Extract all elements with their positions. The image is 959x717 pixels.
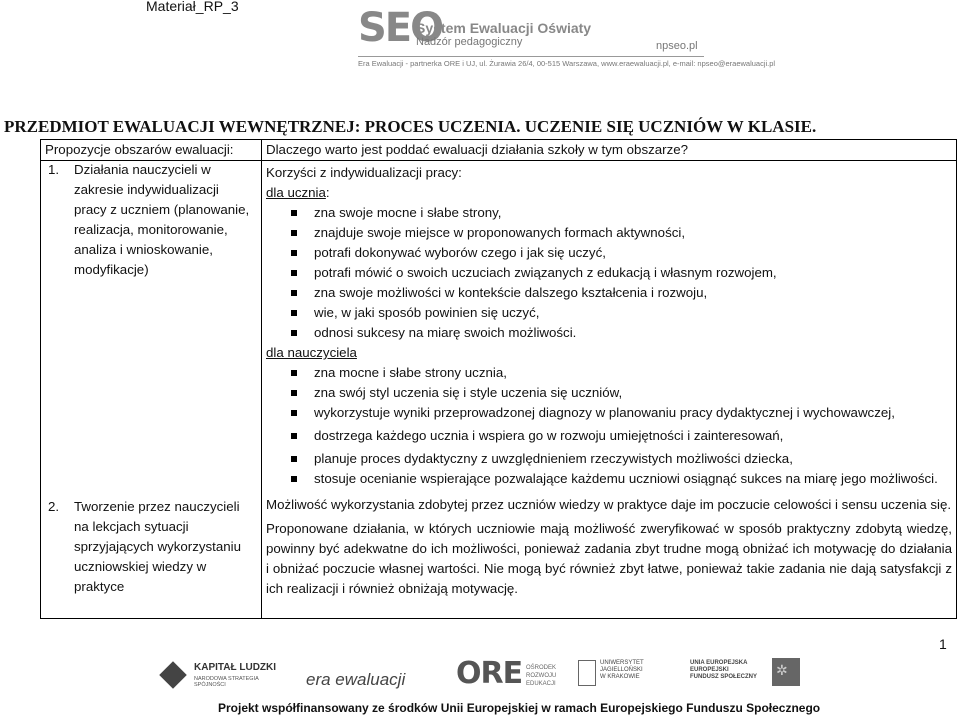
area-item-line: pracy z uczniem (planowanie, [74,202,250,217]
student-label-colon: : [325,185,330,200]
eu-logo-line: FUNDUSZ SPOŁECZNY [690,674,758,680]
square-bullet-icon [291,476,297,482]
era-ewaluacji-logo: era ewaluacji [306,670,406,689]
square-bullet-icon [291,230,297,236]
header-left-cell: Propozycje obszarów ewaluacji: [41,140,262,161]
kapital-ludzki-mark-icon [159,661,187,689]
list-item-text: potrafi mówić o swoich uczuciach związanych z edukacją i własnym rozwojem, [314,265,777,280]
student-benefits-list [266,203,952,343]
kapital-ludzki-subtitle: NARODOWA STRATEGIA SPÓJNOŚCI [194,676,259,688]
square-bullet-icon [291,250,297,256]
page-title: PRZEDMIOT EWALUACJI WEWNĘTRZNEJ: PROCES UCZENIA. UCZENIE SIĘ UCZNIÓW W KLASIE. [4,117,817,136]
student-label: dla ucznia [266,185,326,200]
list-item [266,363,952,383]
area-item-line: analiza i wnioskowanie, [74,242,213,257]
eu-logo [690,658,802,688]
list-item-text: zna swoje możliwości w kontekście dalszego kształcenia i rozwoju, [314,285,708,300]
square-bullet-icon [291,390,297,396]
list-item [266,203,952,223]
area-item-number: 2. [48,499,60,514]
area-item-line: zakresie indywidualizacji [74,182,219,197]
list-item [266,383,952,403]
table-body-row [41,161,957,619]
eu-logo-line: EUROPEJSKI [690,667,729,673]
list-item [266,469,952,489]
list-item [266,303,952,323]
area-item-text [74,497,254,597]
areas-cell [41,161,262,619]
list-item [266,223,952,243]
square-bullet-icon [291,456,297,462]
seo-logo-url: npseo.pl [656,40,698,52]
list-item-text: odnosi sukcesy na miarę swoich możliwości. [314,325,577,340]
list-item [266,449,952,469]
eu-logo-text [690,660,757,681]
list-item [266,323,952,343]
ore-logo-subtitle [526,664,556,688]
square-bullet-icon [291,270,297,276]
eu-stars-icon: ✲ [776,662,788,678]
list-item-text: zna swój styl uczenia się i style uczenia się uczniów, [314,385,623,400]
page-number: 1 [939,636,947,652]
teacher-benefits-list [266,363,952,489]
seo-logo-mark: SEO [358,5,443,51]
square-bullet-icon [291,410,297,416]
list-item [266,243,952,263]
area-item-text [74,160,254,280]
table-header-row [41,140,957,161]
square-bullet-icon [291,330,297,336]
funding-note: Projekt współfinansowany ze środków Unii Europejskiej w ramach Europejskiego Funduszu Społecznego [218,701,821,715]
square-bullet-icon [291,370,297,376]
uj-crest-icon [578,660,596,686]
uj-logo-line: UNIWERSYTET [600,660,644,666]
header-right-cell: Dlaczego warto jest poddać ewaluacji działania szkoły w tym obszarze? [262,140,957,161]
list-item [266,426,952,446]
area-item-number: 1. [48,162,60,177]
teacher-label: dla nauczyciela [266,345,357,360]
list-item-text: stosuje ocenianie wspierające pozwalające każdemu uczniowi osiągnąć sukces na miarę jego możliwości. [314,471,938,486]
list-item-text: dostrzega każdego ucznia i wspiera go w rozwoju umiejętności i zainteresowań, [314,428,784,443]
paragraph-practical-use: Możliwość wykorzystania zdobytej przez uczniów wiedzy w praktyce daje im poczucie celowości i sensu uczenia się. [266,497,952,512]
uj-logo-line: W KRAKOWIE [600,674,640,680]
student-label-line [266,183,952,203]
square-bullet-icon [291,433,297,439]
area-item-line: Działania nauczycieli w [74,162,211,177]
paragraph-proposed-actions: Proponowane działania, w których uczniowie mają możliwość zweryfikować w sposób praktyczny zdobytą wiedzę, powinny być adekwatne do ich możliwości, ponieważ zadania zbyt trudne mogą obniżać ich motywację do działania i obniżać poczucie własnej wartości. Nie mogą być również zbyt łatwe, ponieważ takie zadania nie dają satysfakcji z ich realizacji i również obniżają motywację. [266,521,952,596]
eu-logo-line: UNIA EUROPEJSKA [690,660,748,666]
list-item-text: planuje proces dydaktyczny z uwzględnieniem rzeczywistych możliwości dziecka, [314,451,793,466]
rationale-content [262,161,956,601]
uj-logo [600,660,644,681]
list-item-text: wie, w jaki sposób powinien się uczyć, [314,305,540,320]
square-bullet-icon [291,310,297,316]
square-bullet-icon [291,210,297,216]
list-item-text: zna swoje mocne i słabe strony, [314,205,502,220]
uj-logo-line: JAGIELLOŃSKI [600,667,643,673]
area-item-line: modyfikacje) [74,262,149,277]
kapital-ludzki-title: KAPITAŁ LUDZKI [194,662,277,673]
list-item-text: znajduje swoje miejsce w proponowanych formach aktywności, [314,225,686,240]
ore-logo-line: OŚRODEK [526,665,557,671]
list-item-text: wykorzystuje wyniki przeprowadzonej diagnozy w planowaniu pracy dydaktycznej i wychowawczej, [314,405,895,420]
rationale-cell [262,161,957,619]
seo-logo-title: System Ewaluacji Oświaty [416,20,592,36]
list-item-text: zna mocne i słabe strony ucznia, [314,365,507,380]
area-item-line: uczniowskiej wiedzy w [74,559,207,574]
square-bullet-icon [291,290,297,296]
seo-logo-address: Era Ewaluacji - partnerka ORE i UJ, ul. Żurawia 26/4, 00-515 Warszawa, www.eraewaluacji.pl, e-mail: npseo@eraewaluacji.pl [358,59,776,68]
seo-logo [358,5,776,70]
footer-logos [160,656,800,696]
benefits-intro: Korzyści z indywidualizacji pracy: [266,165,462,180]
evaluation-table [40,139,957,619]
seo-logo-subtitle: Nadzór pedagogiczny [416,36,523,48]
ore-logo-line: EDUKACJI [526,681,556,687]
ore-logo: ORE [456,656,523,691]
ore-logo-line: ROZWOJU [526,673,557,679]
area-item-line: Tworzenie przez nauczycieli [74,499,240,514]
area-item-line: na lekcjach sytuacji [74,519,189,534]
list-item [266,263,952,283]
area-item-line: praktyce [74,579,125,594]
document-label: Materiał_RP_3 [146,0,239,14]
kapital-ludzki-logo [160,656,290,692]
list-item [266,283,952,303]
seo-logo-divider [358,56,704,57]
list-item [266,403,952,423]
area-item-line: sprzyjających wykorzystaniu [74,539,242,554]
area-item-line: realizacja, monitorowanie, [74,222,228,237]
list-item-text: potrafi dokonywać wyborów czego i jak się uczyć, [314,245,606,260]
